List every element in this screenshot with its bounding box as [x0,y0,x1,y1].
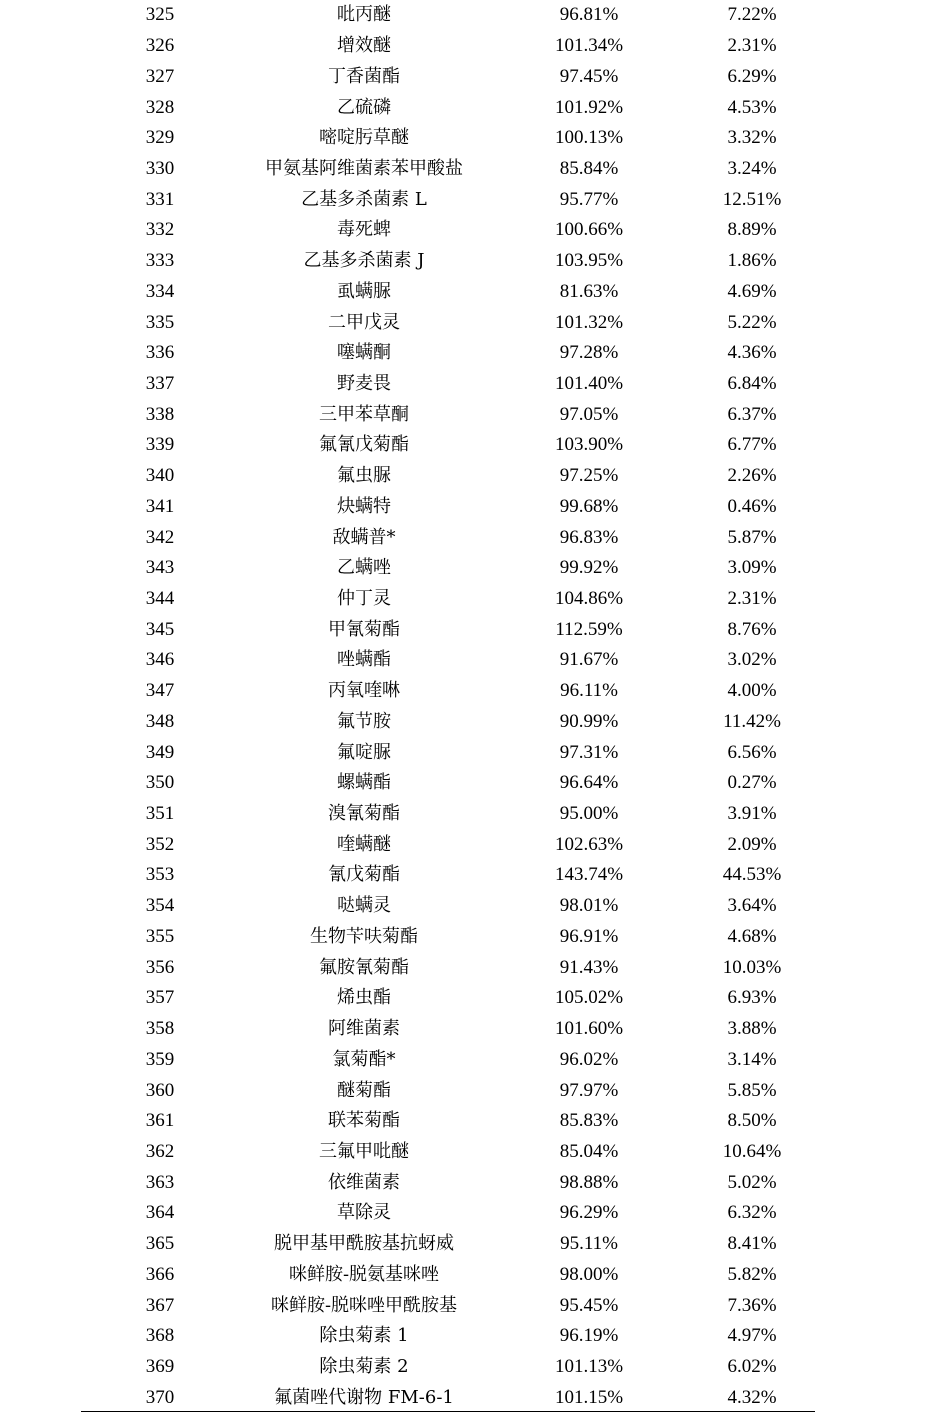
recovery-value: 95.11% [560,1233,618,1255]
recovery-value: 101.40% [554,372,624,394]
compound-name: 仲丁灵 [337,588,391,610]
table-row [81,246,815,277]
row-number: 347 [145,680,175,702]
recovery-value: 104.86% [554,588,624,610]
table-row [81,1259,815,1290]
table-row [81,1229,815,1260]
table-row [81,676,815,707]
compound-name: 溴氰菊酯 [328,803,400,825]
row-number: 351 [145,803,175,825]
table-row [81,154,815,185]
recovery-value: 99.68% [559,495,619,517]
table-row [81,492,815,523]
recovery-value: 101.32% [554,311,624,333]
table-row [81,307,815,338]
compound-name: 哒螨灵 [337,895,391,917]
recovery-value: 97.97% [559,1079,619,1101]
compound-name: 甲氰菊酯 [328,618,400,640]
table-row [81,645,815,676]
recovery-value: 103.90% [554,434,624,456]
recovery-value: 100.13% [554,127,624,149]
compound-name: 脱甲基甲酰胺基抗蚜威 [274,1233,454,1255]
recovery-value: 105.02% [554,987,624,1009]
row-number: 370 [145,1386,175,1408]
row-number: 352 [145,833,175,855]
row-number: 339 [145,434,175,456]
row-number: 361 [145,1110,175,1132]
row-number: 353 [145,864,175,886]
rsd-value: 12.51% [722,188,782,210]
compound-name: 喹螨醚 [337,833,391,855]
table-row [81,276,815,307]
recovery-value: 97.28% [559,342,619,364]
compound-name: 依维菌素 [328,1171,400,1193]
table-row [81,1137,815,1168]
compound-name: 虱螨脲 [337,280,391,302]
compound-name: 除虫菊素 1 [319,1325,409,1347]
table-row [81,1198,815,1229]
recovery-value: 85.04% [559,1140,619,1162]
table-row [81,369,815,400]
rsd-value: 6.29% [727,65,777,87]
rsd-value: 2.26% [727,465,777,487]
rsd-value: 6.84% [727,372,777,394]
row-number: 338 [145,403,175,425]
compound-name: 噻螨酮 [337,342,391,364]
recovery-value: 95.77% [559,188,619,210]
rsd-value: 7.36% [727,1294,777,1316]
compound-name: 咪鲜胺-脱咪唑甲酰胺基 [270,1294,458,1316]
table-row [81,461,815,492]
table-row [81,0,815,31]
row-number: 354 [145,895,175,917]
compound-name: 氟氰戊菊酯 [319,434,409,456]
rsd-value: 4.32% [727,1386,777,1408]
results-table-container [81,0,815,1413]
row-number: 333 [145,250,175,272]
rsd-value: 5.87% [727,526,777,548]
table-row [81,338,815,369]
rsd-value: 2.09% [727,833,777,855]
rsd-value: 11.42% [723,710,781,732]
recovery-value: 100.66% [554,219,624,241]
compound-name: 乙基多杀菌素 L [301,188,427,210]
recovery-value: 99.92% [559,557,619,579]
row-number: 337 [145,372,175,394]
compound-name: 三氟甲吡醚 [319,1140,409,1162]
row-number: 326 [145,35,175,57]
compound-name: 乙基多杀菌素 J [303,250,425,272]
recovery-value: 97.31% [559,741,619,763]
row-number: 368 [145,1325,175,1347]
recovery-value: 102.63% [554,833,624,855]
rsd-value: 3.32% [727,127,777,149]
row-number: 367 [145,1294,175,1316]
recovery-value: 101.34% [554,35,624,57]
rsd-value: 3.24% [727,157,777,179]
row-number: 369 [145,1355,175,1377]
table-row [81,215,815,246]
table-row [81,1075,815,1106]
rsd-value: 8.50% [727,1110,777,1132]
row-number: 346 [145,649,175,671]
row-number: 332 [145,219,175,241]
recovery-value: 95.45% [559,1294,619,1316]
table-row [81,1106,815,1137]
compound-name: 二甲戊灵 [328,311,400,333]
compound-name: 螺螨酯 [337,772,391,794]
rsd-value: 0.27% [727,772,777,794]
table-row [81,399,815,430]
rsd-value: 8.89% [727,219,777,241]
recovery-value: 101.15% [554,1386,624,1408]
compound-name: 氟啶脲 [337,741,391,763]
rsd-value: 4.36% [727,342,777,364]
compound-name: 甲氨基阿维菌素苯甲酸盐 [265,157,463,179]
row-number: 350 [145,772,175,794]
compound-name: 氟节胺 [337,710,391,732]
recovery-table [81,0,815,1413]
table-row [81,522,815,553]
row-number: 327 [145,65,175,87]
row-number: 364 [145,1202,175,1224]
rsd-value: 0.46% [727,495,777,517]
table-row [81,553,815,584]
recovery-value: 143.74% [554,864,624,886]
table-row [81,430,815,461]
rsd-value: 8.41% [727,1233,777,1255]
rsd-value: 5.85% [727,1079,777,1101]
rsd-value: 3.14% [727,1048,777,1070]
row-number: 348 [145,710,175,732]
recovery-value: 91.67% [559,649,619,671]
compound-name: 醚菊酯 [337,1079,391,1101]
recovery-value: 96.29% [559,1202,619,1224]
table-row [81,31,815,62]
rsd-value: 5.22% [727,311,777,333]
rsd-value: 6.37% [727,403,777,425]
compound-name: 氟菌唑代谢物 FM-6-1 [274,1386,454,1408]
table-row [81,1321,815,1352]
row-number: 363 [145,1171,175,1193]
row-number: 329 [145,127,175,149]
rsd-value: 3.09% [727,557,777,579]
row-number: 342 [145,526,175,548]
table-row [81,92,815,123]
row-number: 340 [145,465,175,487]
row-number: 328 [145,96,175,118]
recovery-value: 98.88% [559,1171,619,1193]
compound-name: 阿维菌素 [328,1018,400,1040]
recovery-value: 97.45% [559,65,619,87]
compound-name: 联苯菊酯 [328,1110,400,1132]
table-row [81,1290,815,1321]
recovery-value: 96.83% [559,526,619,548]
table-row [81,707,815,738]
compound-name: 氟胺氰菊酯 [319,956,409,978]
table-bottom-rule [81,1411,815,1412]
rsd-value: 3.91% [727,803,777,825]
recovery-value: 98.01% [559,895,619,917]
table-row [81,1167,815,1198]
compound-name: 丁香菌酯 [328,65,400,87]
compound-name: 生物苄呋菊酯 [310,925,418,947]
table-row [81,123,815,154]
compound-name: 三甲苯草酮 [319,403,409,425]
recovery-value: 101.60% [554,1018,624,1040]
rsd-value: 44.53% [722,864,782,886]
row-number: 357 [145,987,175,1009]
rsd-value: 7.22% [727,4,777,26]
rsd-value: 4.00% [727,680,777,702]
table-row [81,1014,815,1045]
recovery-value: 91.43% [559,956,619,978]
compound-name: 野麦畏 [337,372,391,394]
recovery-value: 96.02% [559,1048,619,1070]
row-number: 335 [145,311,175,333]
row-number: 356 [145,956,175,978]
compound-name: 嘧啶肟草醚 [319,127,409,149]
recovery-value: 112.59% [555,618,623,640]
row-number: 341 [145,495,175,517]
compound-name: 氰戊菊酯 [328,864,400,886]
rsd-value: 8.76% [727,618,777,640]
table-row [81,891,815,922]
table-row [81,184,815,215]
table-row [81,983,815,1014]
rsd-value: 2.31% [727,588,777,610]
recovery-value: 103.95% [554,250,624,272]
row-number: 362 [145,1140,175,1162]
table-row [81,1382,815,1413]
compound-name: 烯虫酯 [337,987,391,1009]
table-row [81,614,815,645]
compound-name: 毒死蜱 [337,219,391,241]
table-row [81,768,815,799]
row-number: 344 [145,588,175,610]
row-number: 358 [145,1018,175,1040]
row-number: 365 [145,1233,175,1255]
table-row [81,737,815,768]
recovery-value: 96.64% [559,772,619,794]
compound-name: 增效醚 [337,35,391,57]
table-row [81,61,815,92]
recovery-value: 96.19% [559,1325,619,1347]
row-number: 336 [145,342,175,364]
rsd-value: 5.82% [727,1263,777,1285]
table-body [81,0,815,1413]
recovery-value: 97.25% [559,465,619,487]
recovery-value: 90.99% [559,710,619,732]
compound-name: 乙螨唑 [337,557,391,579]
recovery-value: 98.00% [559,1263,619,1285]
compound-name: 丙氧喹啉 [328,680,400,702]
row-number: 343 [145,557,175,579]
row-number: 325 [145,4,175,26]
rsd-value: 2.31% [727,35,777,57]
compound-name: 乙硫磷 [337,96,391,118]
table-row [81,1352,815,1383]
rsd-value: 6.77% [727,434,777,456]
rsd-value: 3.64% [727,895,777,917]
row-number: 345 [145,618,175,640]
recovery-value: 97.05% [559,403,619,425]
rsd-value: 3.02% [727,649,777,671]
compound-name: 炔螨特 [337,495,391,517]
rsd-value: 4.97% [727,1325,777,1347]
row-number: 359 [145,1048,175,1070]
recovery-value: 101.13% [554,1355,624,1377]
row-number: 331 [145,188,175,210]
rsd-value: 6.56% [727,741,777,763]
recovery-value: 96.91% [559,925,619,947]
row-number: 334 [145,280,175,302]
table-row [81,584,815,615]
compound-name: 除虫菊素 2 [319,1355,409,1377]
recovery-value: 96.11% [560,680,618,702]
rsd-value: 1.86% [727,250,777,272]
table-row [81,1044,815,1075]
rsd-value: 10.64% [722,1140,782,1162]
rsd-value: 4.53% [727,96,777,118]
recovery-value: 81.63% [559,280,619,302]
compound-name: 草除灵 [337,1202,391,1224]
recovery-value: 95.00% [559,803,619,825]
rsd-value: 4.69% [727,280,777,302]
table-row [81,860,815,891]
recovery-value: 85.83% [559,1110,619,1132]
table-row [81,829,815,860]
row-number: 330 [145,157,175,179]
row-number: 349 [145,741,175,763]
recovery-value: 96.81% [559,4,619,26]
table-row [81,952,815,983]
rsd-value: 6.32% [727,1202,777,1224]
recovery-value: 101.92% [554,96,624,118]
rsd-value: 6.02% [727,1355,777,1377]
rsd-value: 5.02% [727,1171,777,1193]
recovery-value: 85.84% [559,157,619,179]
row-number: 366 [145,1263,175,1285]
compound-name: 咪鲜胺-脱氨基咪唑 [288,1263,440,1285]
row-number: 360 [145,1079,175,1101]
rsd-value: 6.93% [727,987,777,1009]
compound-name: 唑螨酯 [337,649,391,671]
rsd-value: 10.03% [722,956,782,978]
rsd-value: 3.88% [727,1018,777,1040]
rsd-value: 4.68% [727,925,777,947]
compound-name: 氟虫脲 [337,465,391,487]
compound-name: 氯菊酯* [332,1048,396,1070]
table-row [81,799,815,830]
compound-name: 敌螨普* [332,526,396,548]
compound-name: 吡丙醚 [337,4,391,26]
table-row [81,922,815,953]
row-number: 355 [145,925,175,947]
